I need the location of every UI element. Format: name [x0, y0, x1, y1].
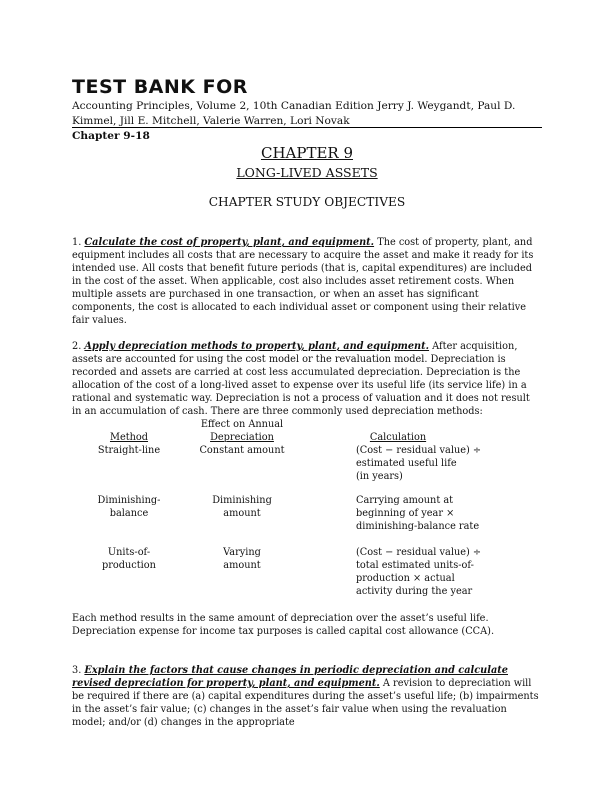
- objectives-heading: CHAPTER STUDY OBJECTIVES: [208, 195, 406, 209]
- objective-text: After acquisition, assets are accounted for using the cost model or the revaluation model. Depreciation is recorded and assets are carried at cost less accumulated depreciation. Depreciation is the allocation of the cost of a long-lived asset to expense over its useful life (its service life) in a rational and systematic way. Depreciation is not a process of valuation and it does not result in an accumulation of cash. There are three commonly used depreciation methods:: [72, 341, 530, 417]
- table-row-method: Diminishing- balance: [97, 495, 161, 519]
- table-header-calculation: Calculation: [369, 432, 427, 443]
- table-row-method: Straight-line: [97, 445, 161, 456]
- objective-2: [72, 340, 542, 418]
- table-header-effect-line1: Effect on Annual: [200, 419, 284, 430]
- table-row-effect: Varying amount: [223, 547, 261, 571]
- table-row-method: Units-of- production: [102, 547, 156, 571]
- table-row-calculation: Carrying amount at beginning of year × diminishing-balance rate: [356, 495, 480, 532]
- test-bank-title: TEST BANK FOR: [72, 76, 248, 98]
- book-citation: Accounting Principles, Volume 2, 10th Canadian Edition Jerry J. Weygandt, Paul D. Kimmel, Jill E. Mitchell, Valerie Warren, Lori Novak: [72, 100, 516, 127]
- chapter-subtitle: LONG-LIVED ASSETS: [236, 165, 378, 180]
- depreciation-summary: Each method results in the same amount of depreciation over the asset’s useful life. Depreciation expense for income tax purposes is called capital cost allowance (CCA).: [72, 613, 495, 637]
- objective-text: The cost of property, plant, and equipment includes all costs that are necessary to acquire the asset and make it ready for its intended use. All costs that benefit future periods (that is, capital expenditures) are included in the cost of the asset. When applicable, cost also includes asset retirement costs. When multiple assets are purchased in one transaction, or when an asset has significant components, the cost is allocated to each individual asset or component using their relative fair values.: [72, 237, 534, 326]
- objective-title: Apply depreciation methods to property, plant, and equipment.: [84, 341, 430, 352]
- objective-title: Calculate the cost of property, plant, and equipment.: [84, 237, 375, 248]
- objective-number: 2.: [72, 341, 82, 352]
- objective-title: Explain the factors that cause changes in periodic depreciation and calculate revised depreciation for property, plant, and equipment.: [72, 665, 508, 689]
- objective-3: [72, 664, 542, 729]
- objective-text: A revision to depreciation will be required if there are (a) capital expenditures during the asset’s useful life; (b) impairments in the asset’s fair value; (c) changes in the asset’s fair value when using the revaluation model; and/or (d) changes in the appropriate: [72, 678, 539, 728]
- objective-1: [72, 236, 542, 327]
- table-row-calculation: (Cost − residual value) ÷ estimated useful life (in years): [356, 445, 482, 482]
- chapter-range: Chapter 9-18: [72, 130, 150, 142]
- table-row-calculation: (Cost − residual value) ÷ total estimated units-of- production × actual activity during the year: [356, 547, 482, 597]
- table-header-effect-line2: Depreciation: [210, 432, 274, 443]
- table-row-effect: Diminishing amount: [212, 495, 272, 519]
- header-divider: [72, 127, 542, 128]
- table-header-method: Method: [109, 432, 149, 443]
- chapter-heading: CHAPTER 9: [260, 144, 354, 162]
- objective-number: 3.: [72, 665, 82, 676]
- objective-number: 1.: [72, 237, 82, 248]
- table-row-effect: Constant amount: [199, 445, 285, 456]
